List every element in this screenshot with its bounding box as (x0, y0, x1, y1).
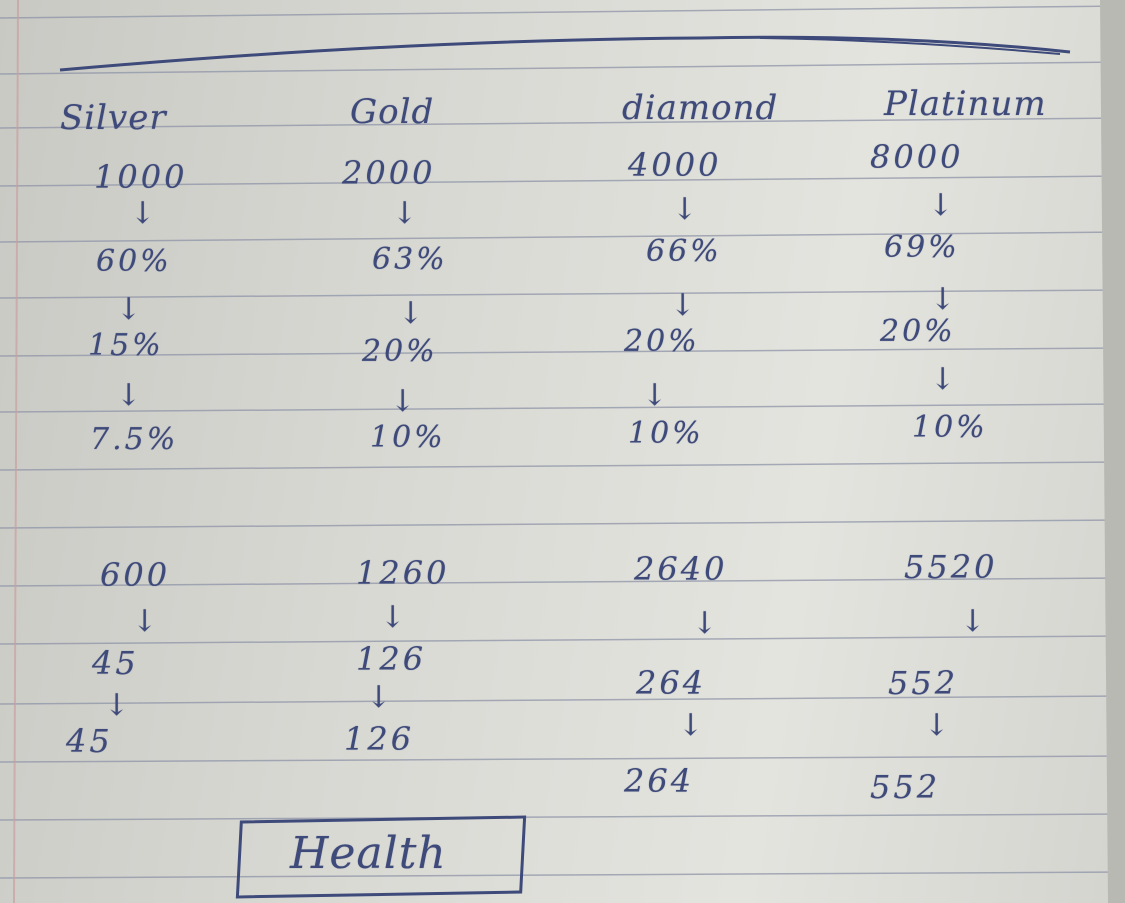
pct3-gold: 10% (370, 420, 446, 455)
arrow-down-icon: ↓ (670, 288, 696, 323)
arrow-down-icon: ↓ (366, 680, 392, 715)
arrow-down-icon: ↓ (390, 384, 416, 419)
pct1-platinum: 69% (884, 230, 960, 265)
arrow-down-icon: ↓ (380, 600, 406, 635)
arrow-down-icon: ↓ (398, 296, 424, 331)
result3-gold: 126 (344, 720, 415, 758)
arrow-down-icon: ↓ (116, 292, 142, 327)
pct2-silver: 15% (88, 328, 164, 363)
result1-diamond: 2640 (634, 550, 728, 588)
arrow-down-icon: ↓ (930, 282, 956, 317)
result3-platinum: 552 (870, 768, 941, 806)
start-diamond: 4000 (628, 146, 722, 184)
start-silver: 1000 (94, 158, 188, 196)
pct1-diamond: 66% (646, 234, 722, 269)
arrow-down-icon: ↓ (930, 362, 956, 397)
pct2-diamond: 20% (624, 324, 700, 359)
margin-line (14, 0, 18, 903)
arrow-down-icon: ↓ (960, 604, 986, 639)
arrow-down-icon: ↓ (692, 606, 718, 641)
arrow-down-icon: ↓ (678, 708, 704, 743)
result3-silver: 45 (66, 722, 113, 760)
arrow-down-icon: ↓ (132, 604, 158, 639)
pct1-silver: 60% (96, 244, 172, 279)
pct3-silver: 7.5% (90, 422, 179, 457)
result2-platinum: 552 (888, 664, 959, 702)
arrow-down-icon: ↓ (928, 188, 954, 223)
result1-silver: 600 (100, 556, 171, 594)
header-platinum: Platinum (884, 84, 1047, 124)
start-platinum: 8000 (870, 138, 964, 176)
arrow-down-icon: ↓ (116, 378, 142, 413)
arrow-down-icon: ↓ (392, 196, 418, 231)
arrow-down-icon: ↓ (642, 378, 668, 413)
result2-gold: 126 (356, 640, 427, 678)
pct1-gold: 63% (372, 242, 448, 277)
arrow-down-icon: ↓ (924, 708, 950, 743)
pct2-platinum: 20% (880, 314, 956, 349)
header-silver: Silver (60, 98, 167, 138)
arrow-down-icon: ↓ (130, 196, 156, 231)
health-label: Health (290, 828, 447, 879)
pct3-platinum: 10% (912, 410, 988, 445)
arrow-down-icon: ↓ (104, 688, 130, 723)
result2-diamond: 264 (636, 664, 707, 702)
result1-gold: 1260 (356, 554, 450, 592)
result2-silver: 45 (92, 644, 139, 682)
header-diamond: diamond (622, 88, 779, 128)
result3-diamond: 264 (624, 762, 695, 800)
pct3-diamond: 10% (628, 416, 704, 451)
header-gold: Gold (350, 92, 435, 132)
top-pen-stroke (60, 37, 1070, 70)
binding-shadow (1100, 0, 1125, 903)
pct2-gold: 20% (362, 334, 438, 369)
result1-platinum: 5520 (904, 548, 998, 586)
start-gold: 2000 (342, 154, 436, 192)
arrow-down-icon: ↓ (672, 192, 698, 227)
